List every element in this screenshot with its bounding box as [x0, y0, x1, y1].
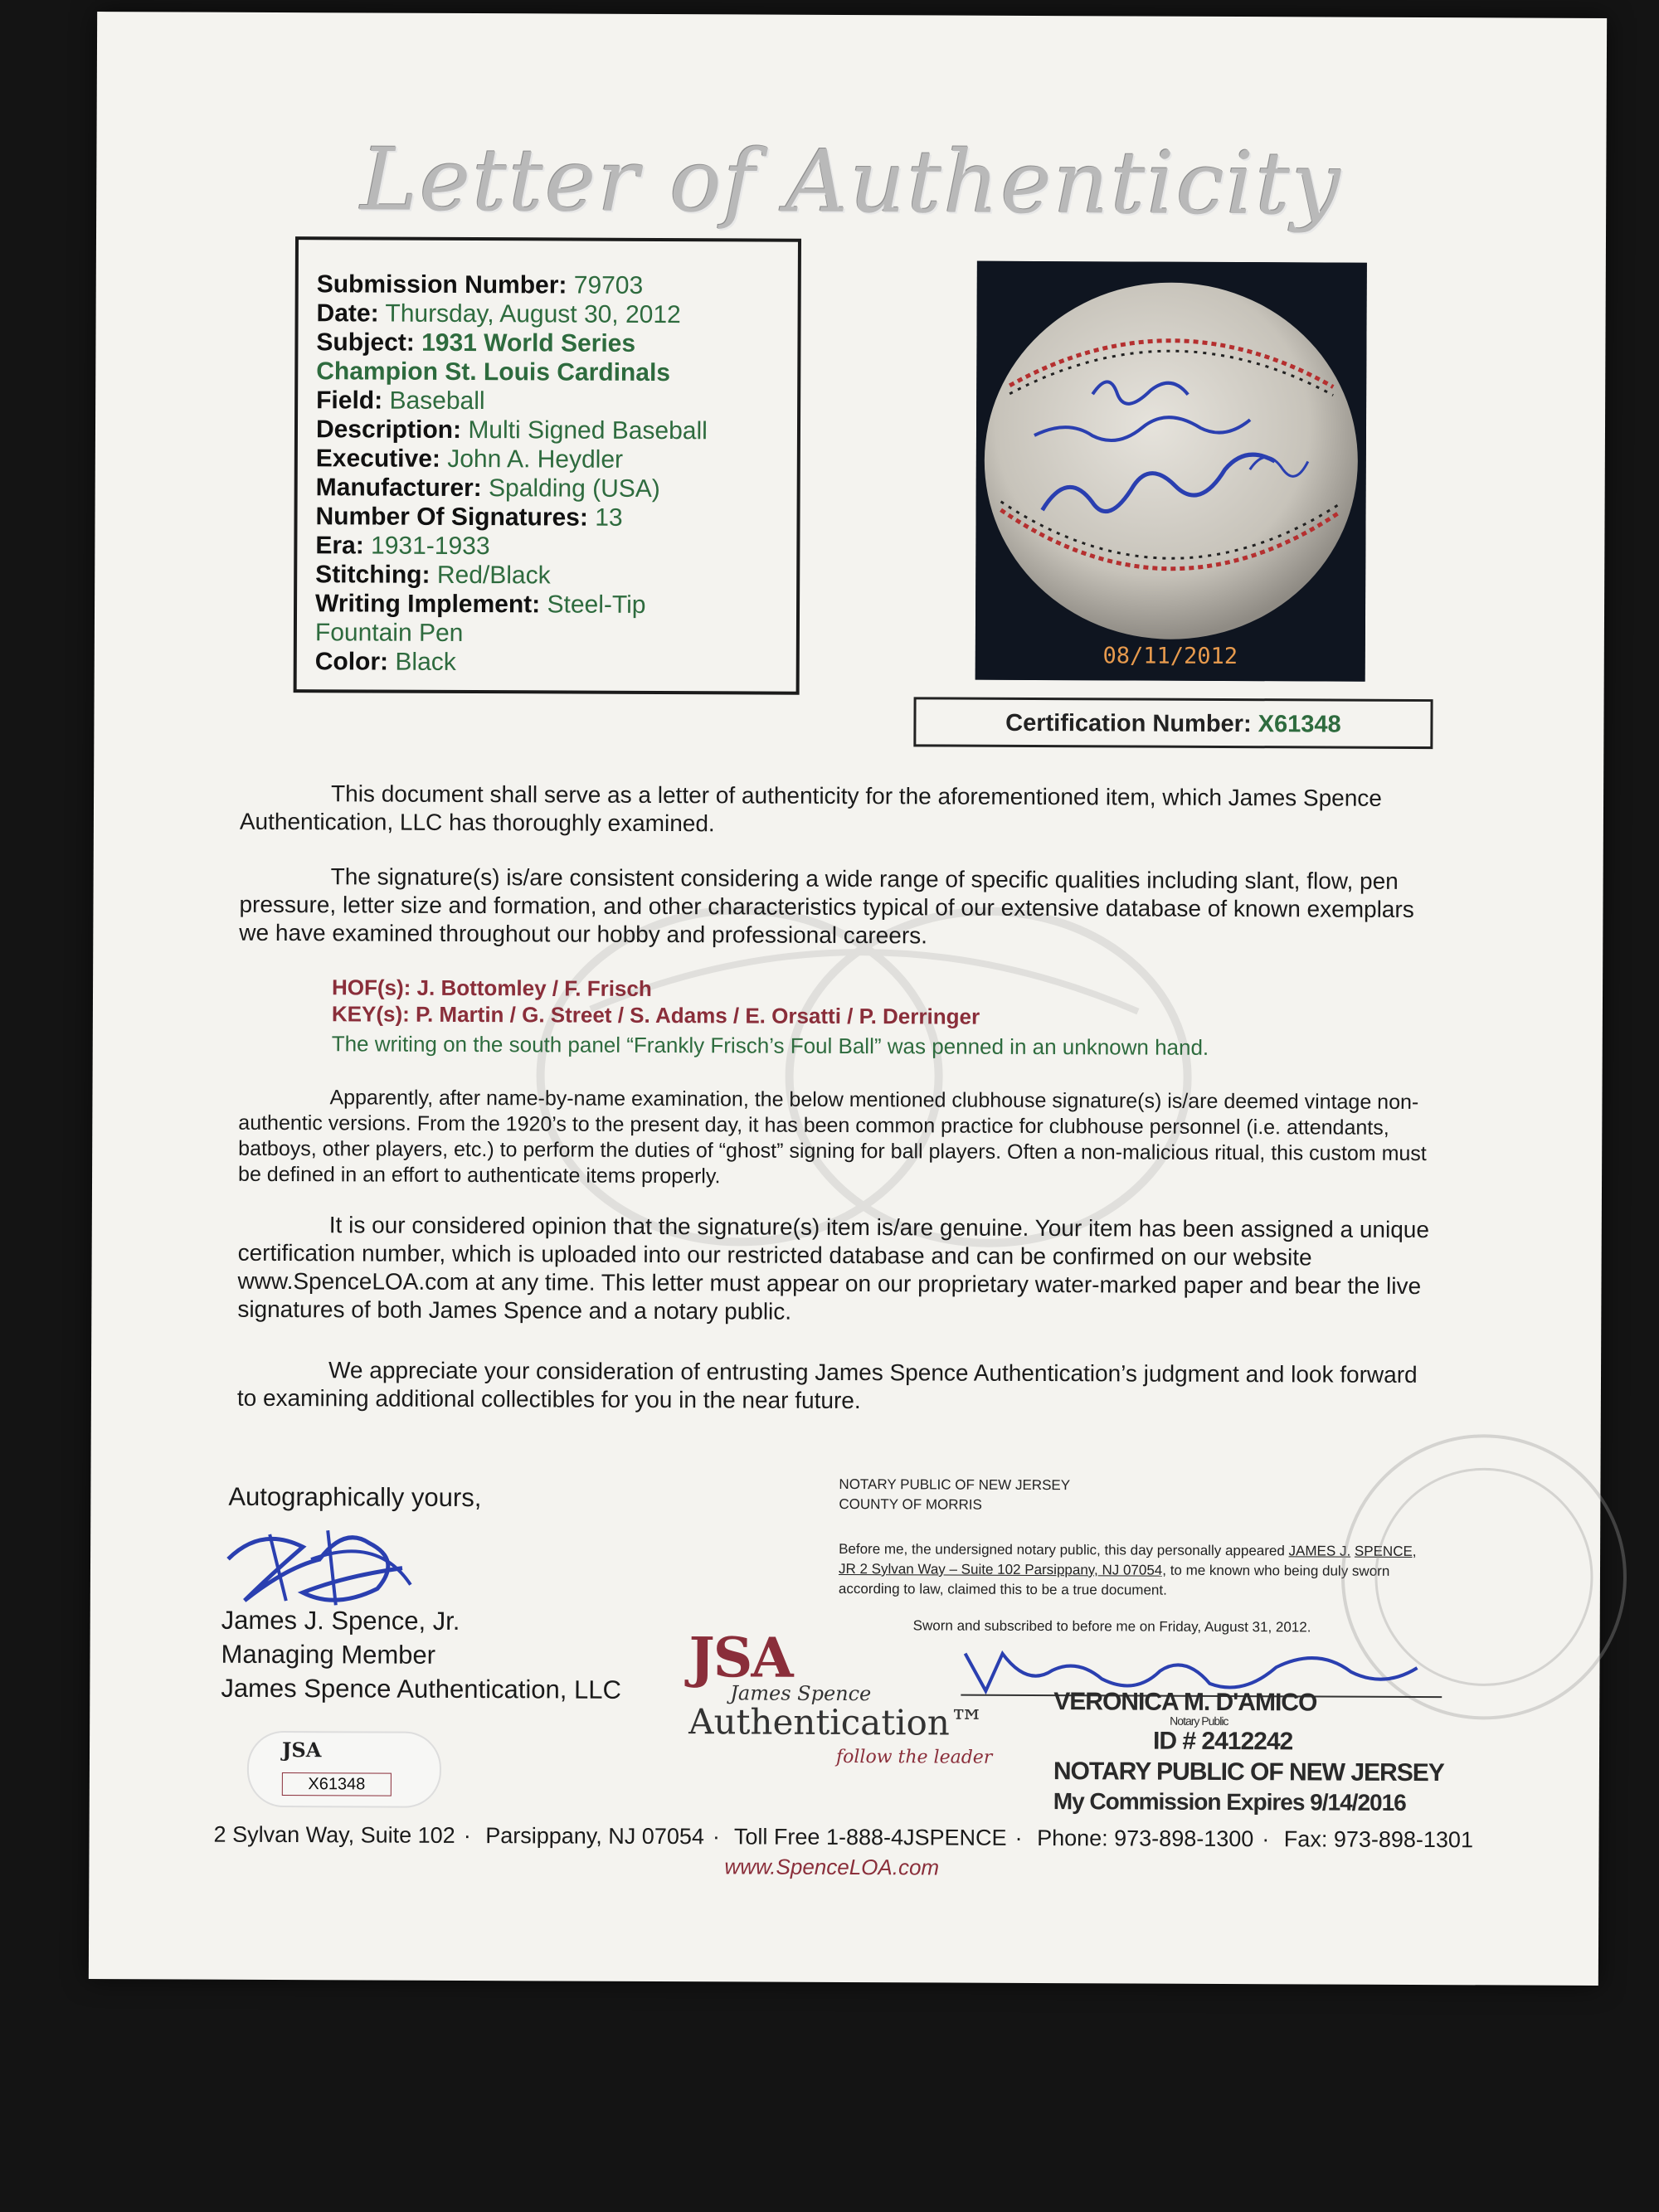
item-info-box — [294, 236, 801, 695]
color-label: Color: — [314, 648, 389, 676]
date-value: Thursday, August 30, 2012 — [385, 299, 681, 329]
description-row — [316, 415, 779, 445]
signatures-value: 13 — [595, 503, 623, 532]
baseball-photo — [975, 261, 1367, 682]
paragraph-appreciation-text: We appreciate your consideration of entrusting James Spence Authentication’s judgment and look forward to examining additional collectibles for you in the near future. — [236, 1357, 1418, 1414]
notary-heading — [839, 1475, 1070, 1515]
era-label: Era: — [315, 532, 364, 560]
notary-stamp-expiry: My Commission Expires 9/14/2016 — [1053, 1788, 1406, 1816]
notary-heading-2: COUNTY OF MORRIS — [839, 1495, 982, 1513]
paragraph-consistency-text: The signature(s) is/are consistent considering a wide range of specific qualities including slant, flow, pen pressure, letter size and formation, and other characteristics typical of our extensive database of known exemplars we have examined throughout our hobby and professional careers. — [239, 863, 1414, 949]
manufacturer-value: Spalding (USA) — [488, 474, 660, 503]
manufacturer-label: Manufacturer: — [315, 474, 482, 503]
closing-salutation: Autographically yours, — [228, 1481, 482, 1513]
subject-label: Subject: — [316, 328, 415, 357]
subject-value-2: Champion St. Louis Cardinals — [316, 357, 671, 387]
field-label: Field: — [316, 386, 383, 415]
jsa-hologram-sticker — [247, 1731, 441, 1808]
field-value: Baseball — [389, 386, 485, 416]
photo-date-stamp: 08/11/2012 — [1102, 643, 1238, 670]
submission-row — [317, 270, 780, 300]
sticker-cert-number: X61348 — [282, 1772, 392, 1796]
key-signatures-line: KEY(s): P. Martin / G. Street / S. Adams / E. Orsatti / P. Derringer — [331, 1001, 980, 1029]
paragraph-intro-text: This document shall serve as a letter of authenticity for the aforementioned item, which James Spence Authentication, LLC has thoroughly examined. — [239, 780, 1383, 837]
stitching-value: Red/Black — [436, 561, 551, 590]
spence-signature — [212, 1510, 428, 1618]
notary-stamp-id: ID # 2412242 — [1153, 1727, 1293, 1756]
notary-statement-address: SPENCE, JR 2 Sylvan Way – Suite 102 Parsippany, NJ 07054, — [838, 1543, 1417, 1578]
color-value: Black — [395, 648, 456, 676]
footer-street: 2 Sylvan Way, Suite 102 — [213, 1821, 455, 1848]
signer-name: James J. Spence, Jr. — [221, 1605, 460, 1636]
notary-statement-1: Before me, the undersigned notary public, this day personally appeared — [839, 1540, 1285, 1559]
executive-value: John A. Heydler — [447, 445, 624, 474]
era-row — [315, 531, 778, 562]
jsa-logo-line1: James Spence — [730, 1681, 872, 1706]
footer-address: 2 Sylvan Way, Suite 102 · Parsippany, NJ 07054 · Toll Free 1-888-4JSPENCE · Phone: 973-898-1300 · Fax: 973-898-1301 — [213, 1821, 1474, 1853]
notary-stamp-name: VERONICA M. D'AMICO — [1053, 1688, 1317, 1717]
date-row — [317, 299, 780, 329]
notary-stamp — [1053, 1689, 1444, 1817]
notary-stamp-state: NOTARY PUBLIC OF NEW JERSEY — [1053, 1757, 1444, 1787]
paragraph-clubhouse — [238, 1085, 1433, 1193]
manufacturer-row — [316, 473, 779, 503]
stitching-row — [315, 560, 778, 591]
era-value: 1931-1933 — [371, 532, 490, 561]
jsa-logo-mark: JSA — [688, 1625, 792, 1690]
notary-statement-name: JAMES J. — [1288, 1543, 1351, 1559]
paragraph-opinion-text: It is our considered opinion that the signature(s) item is/are genuine. Your item has been assigned a unique certification number, which is uploaded into our restricted database and can be confirmed on our website www.SpenceLOA.com at any time. This letter must appear on our proprietary water-marked paper and bear the live signatures of both James Spence and a notary public. — [237, 1212, 1430, 1325]
signatures-label: Number Of Signatures: — [315, 503, 588, 532]
footer-tollfree: Toll Free 1-888-4JSPENCE — [733, 1824, 1007, 1850]
stitching-label: Stitching: — [315, 561, 431, 589]
description-label: Description: — [315, 416, 462, 444]
page-title: Letter of Authenticity — [360, 129, 1343, 235]
letter-paper — [89, 12, 1607, 1986]
executive-row — [316, 444, 779, 474]
notary-heading-1: NOTARY PUBLIC OF NEW JERSEY — [839, 1475, 1071, 1494]
baseball-image — [975, 261, 1367, 682]
jsa-logo-tm: ™ — [949, 1702, 985, 1743]
paragraph-consistency — [239, 863, 1433, 952]
description-value: Multi Signed Baseball — [468, 416, 708, 445]
signer-company: James Spence Authentication, LLC — [221, 1673, 621, 1704]
jsa-logo-line2-text: Authentication — [688, 1701, 951, 1743]
notary-sworn-line: Sworn and subscribed to before me on Friday, August 31, 2012. — [912, 1617, 1311, 1636]
date-label: Date: — [316, 299, 379, 328]
implement-value-2: Fountain Pen — [314, 619, 464, 647]
paragraph-clubhouse-text: Apparently, after name-by-name examination, the below mentioned clubhouse signature(s) is/are deemed vintage non-authentic versions. From the 1920’s to the present day, it has been common practice for clubhouse personnel (i.e. attendants, batboys, other players, etc.) to perform the duties of “ghost” signing for ball players. Often a non-malicious ritual, this custom must be defined in an effort to authenticate items properly. — [238, 1086, 1427, 1189]
implement-label: Writing Implement: — [315, 590, 541, 619]
subject-row — [316, 328, 779, 358]
subject-value-1: 1931 World Series — [421, 328, 636, 357]
footer-fax: Fax: 973-898-1301 — [1283, 1826, 1474, 1853]
submission-value: 79703 — [573, 271, 644, 299]
jsa-logo-tagline: follow the leader — [835, 1746, 993, 1768]
color-row — [315, 647, 778, 678]
notary-stamp-role: Notary Public — [1170, 1714, 1228, 1728]
notary-statement-2: to me known who being duly sworn according to law, claimed this to be a true document. — [838, 1562, 1390, 1598]
executive-label: Executive: — [315, 445, 440, 473]
paragraph-opinion — [237, 1211, 1433, 1329]
south-panel-note: The writing on the south panel “Frankly Frisch’s Foul Ball” was penned in an unknown hand. — [331, 1031, 1209, 1060]
implement-row — [315, 589, 778, 620]
subject-row-2 — [316, 357, 779, 387]
jsa-logo-line2 — [688, 1701, 985, 1743]
paragraph-appreciation — [237, 1356, 1432, 1417]
signer-block — [221, 1603, 621, 1707]
sticker-jsa-mark: JSA — [281, 1738, 322, 1762]
submission-label: Submission Number: — [316, 270, 567, 299]
certification-number: X61348 — [1258, 711, 1341, 738]
footer-website-link[interactable]: www.SpenceLOA.com — [724, 1854, 940, 1880]
signer-role: Managing Member — [221, 1639, 436, 1670]
implement-value-1: Steel-Tip — [547, 591, 646, 619]
footer-phone: Phone: 973-898-1300 — [1037, 1826, 1254, 1852]
signatures-row — [315, 502, 778, 532]
footer-city: Parsippany, NJ 07054 — [485, 1823, 704, 1850]
hof-line: HOF(s): J. Bottomley / F. Frisch — [331, 975, 652, 1001]
certification-label: Certification Number: — [1005, 709, 1252, 738]
certification-box — [913, 697, 1433, 749]
implement-row-2 — [315, 618, 778, 649]
paragraph-intro — [240, 780, 1434, 841]
field-row — [316, 386, 779, 416]
